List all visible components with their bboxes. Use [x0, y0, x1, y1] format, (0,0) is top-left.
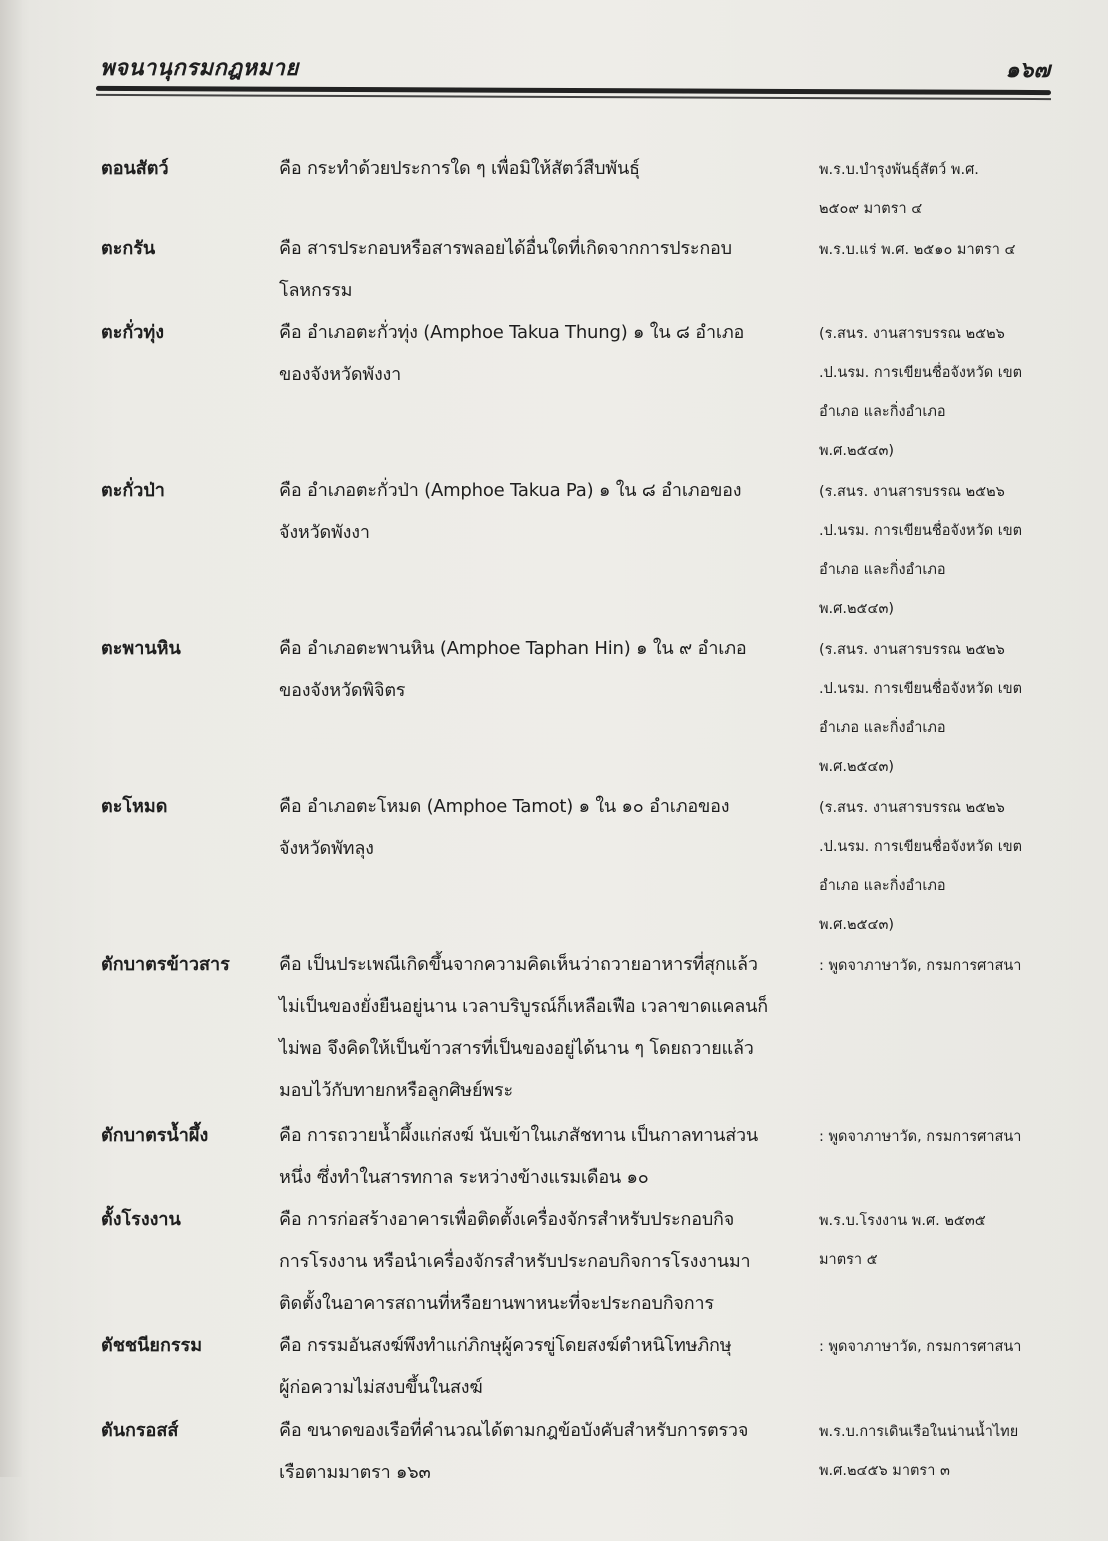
reference-line: .ป.นรม. การเขียนชื่อจังหวัด เขต: [819, 365, 1023, 381]
definition-line: คือ อำเภอตะพานหิน (Amphoe Taphan Hin) ๑ ใน ๙ อำเภอ: [279, 638, 747, 659]
reference-line: (ร.สนร. งานสารบรรณ ๒๕๒๖: [819, 800, 1005, 816]
definition-line: ติดตั้งในอาคารสถานที่หรือยานพาหนะที่จะประกอบกิจการ: [279, 1293, 714, 1314]
definition-line: จังหวัดพังงา: [279, 522, 370, 543]
reference-line: .ป.นรม. การเขียนชื่อจังหวัด เขต: [819, 681, 1023, 697]
entry-reference: [819, 319, 1059, 477]
definition-line: คือ การถวายน้ำผึ้งแก่สงฆ์ นับเข้าในเภสัชทาน เป็นกาลทานส่วน: [279, 1125, 759, 1146]
entry-definition: [279, 1122, 809, 1206]
entry-definition: [279, 155, 809, 235]
running-title: พจนานุกรมกฎหมาย: [100, 56, 299, 81]
dictionary-entry: [0, 1417, 1108, 1501]
entry-reference: [819, 1417, 1059, 1501]
definition-line: ของจังหวัดพิจิตร: [279, 680, 406, 701]
entry-definition: [279, 1332, 809, 1417]
header-rule-thin: [96, 94, 1051, 100]
entry-definition: [279, 1206, 809, 1332]
definition-line: จังหวัดพัทลุง: [279, 838, 374, 859]
entry-term: ตะกั่วทุ่ง: [101, 322, 165, 343]
reference-line: อำเภอ และกิ่งอำเภอ: [819, 562, 946, 578]
definition-line: คือ การก่อสร้างอาคารเพื่อติดตั้งเครื่องจักรสำหรับประกอบกิจ: [279, 1209, 735, 1230]
reference-line: (ร.สนร. งานสารบรรณ ๒๕๒๖: [819, 326, 1005, 342]
entry-definition: [279, 635, 809, 793]
entry-term: ตัชชนียกรรม: [101, 1335, 203, 1356]
entry-reference: [819, 951, 1059, 1122]
entry-definition: [279, 793, 809, 951]
dictionary-entry: [0, 635, 1108, 793]
definition-line: ไม่พอ จึงคิดให้เป็นข้าวสารที่เป็นของอยู่ได้นาน ๆ โดยถวายแล้ว: [279, 1038, 754, 1059]
definition-line: คือ อำเภอตะกั่วป่า (Amphoe Takua Pa) ๑ ใน ๘ อำเภอของ: [279, 480, 742, 501]
definition-line: คือ อำเภอตะโหมด (Amphoe Tamot) ๑ ใน ๑๐ อำเภอของ: [279, 796, 730, 817]
entry-definition: [279, 235, 809, 319]
definition-line: ของจังหวัดพังงา: [279, 364, 402, 385]
reference-line: .ป.นรม. การเขียนชื่อจังหวัด เขต: [819, 523, 1023, 539]
reference-line: พ.ศ.๒๕๔๓): [819, 443, 895, 459]
reference-line: อำเภอ และกิ่งอำเภอ: [819, 720, 946, 736]
entry-reference: [819, 1206, 1059, 1332]
page-number: ๑๖๗: [1005, 58, 1050, 83]
reference-line: : พูดจาภาษาวัด, กรมการศาสนา: [819, 1129, 1022, 1145]
reference-line: พ.ร.บ.แร่ พ.ศ. ๒๕๑๐ มาตรา ๔: [819, 242, 1016, 258]
reference-line: (ร.สนร. งานสารบรรณ ๒๕๒๖: [819, 642, 1005, 658]
entry-reference: [819, 155, 1059, 235]
entry-term: ตักบาตรน้ำผึ้ง: [101, 1125, 209, 1146]
dictionary-entry: [0, 793, 1108, 951]
reference-line: พ.ร.บ.โรงงาน พ.ศ. ๒๕๓๕: [819, 1213, 986, 1229]
dictionary-entry: [0, 1206, 1108, 1332]
reference-line: อำเภอ และกิ่งอำเภอ: [819, 404, 946, 420]
entry-term: ตันกรอสส์: [101, 1420, 179, 1441]
definition-line: ผู้ก่อความไม่สงบขึ้นในสงฆ์: [279, 1377, 483, 1398]
reference-line: พ.ศ.๒๕๔๓): [819, 917, 895, 933]
reference-line: มาตรา ๕: [819, 1252, 878, 1268]
definition-line: โลหกรรม: [279, 280, 353, 301]
reference-line: พ.ร.บ.การเดินเรือในน่านน้ำไทย: [819, 1424, 1019, 1440]
entry-term: ตะพานหิน: [101, 638, 181, 659]
entry-term: ตอนสัตว์: [101, 158, 169, 179]
entry-list: [0, 155, 1108, 1541]
entry-reference: [819, 1332, 1059, 1417]
dictionary-entry: [0, 477, 1108, 635]
reference-line: พ.ศ.๒๕๔๓): [819, 601, 895, 617]
definition-line: คือ สารประกอบหรือสารพลอยได้อื่นใดที่เกิดจากการประกอบ: [279, 238, 732, 259]
definition-line: มอบไว้กับทายกหรือลูกศิษย์พระ: [279, 1080, 513, 1101]
definition-line: หนึ่ง ซึ่งทำในสารทกาล ระหว่างข้างแรมเดือน ๑๐: [279, 1167, 649, 1188]
definition-line: คือ เป็นประเพณีเกิดขึ้นจากความคิดเห็นว่าถวายอาหารที่สุกแล้ว: [279, 954, 758, 975]
dictionary-entry: [0, 1332, 1108, 1417]
entry-term: ตะกรัน: [101, 238, 156, 259]
reference-line: อำเภอ และกิ่งอำเภอ: [819, 878, 946, 894]
entry-definition: [279, 477, 809, 635]
reference-line: พ.ร.บ.บำรุงพันธุ์สัตว์ พ.ศ.: [819, 162, 979, 178]
reference-line: .ป.นรม. การเขียนชื่อจังหวัด เขต: [819, 839, 1023, 855]
entry-definition: [279, 1417, 809, 1501]
definition-line: การโรงงาน หรือนำเครื่องจักรสำหรับประกอบกิจการโรงงานมา: [279, 1251, 751, 1272]
definition-line: คือ กรรมอันสงฆ์พึงทำแก่ภิกษุผู้ควรขู่โดยสงฆ์ตำหนิโทษภิกษุ: [279, 1335, 732, 1356]
entry-term: ตั้งโรงงาน: [101, 1209, 181, 1230]
entry-reference: [819, 635, 1059, 793]
dictionary-entry: [0, 155, 1108, 235]
reference-line: (ร.สนร. งานสารบรรณ ๒๕๒๖: [819, 484, 1005, 500]
definition-line: คือ อำเภอตะกั่วทุ่ง (Amphoe Takua Thung) ๑ ใน ๘ อำเภอ: [279, 322, 745, 343]
dictionary-entry: [0, 319, 1108, 477]
entry-reference: [819, 235, 1059, 319]
entry-term: ตะโหมด: [101, 796, 168, 817]
entry-definition: [279, 951, 809, 1122]
dictionary-entry: [0, 235, 1108, 319]
reference-line: : พูดจาภาษาวัด, กรมการศาสนา: [819, 1339, 1022, 1355]
definition-line: คือ ขนาดของเรือที่คำนวณได้ตามกฎข้อบังคับสำหรับการตรวจ: [279, 1420, 749, 1441]
reference-line: : พูดจาภาษาวัด, กรมการศาสนา: [819, 958, 1022, 974]
reference-line: พ.ศ.๒๕๔๓): [819, 759, 895, 775]
reference-line: พ.ศ.๒๔๕๖ มาตรา ๓: [819, 1463, 950, 1479]
entry-reference: [819, 793, 1059, 951]
entry-definition: [279, 319, 809, 477]
definition-line: เรือตามมาตรา ๑๖๓: [279, 1462, 431, 1483]
dictionary-entry: [0, 951, 1108, 1122]
reference-line: ๒๕๐๙ มาตรา ๔: [819, 201, 923, 217]
entry-reference: [819, 1122, 1059, 1206]
dictionary-entry: [0, 1122, 1108, 1206]
entry-reference: [819, 477, 1059, 635]
definition-line: ไม่เป็นของยั่งยืนอยู่นาน เวลาบริบูรณ์ก็เหลือเฟือ เวลาขาดแคลนก็: [279, 996, 768, 1017]
entry-term: ตักบาตรข้าวสาร: [101, 954, 230, 975]
definition-line: คือ กระทำด้วยประการใด ๆ เพื่อมิให้สัตว์สืบพันธุ์: [279, 158, 640, 179]
entry-term: ตะกั่วป่า: [101, 480, 165, 501]
